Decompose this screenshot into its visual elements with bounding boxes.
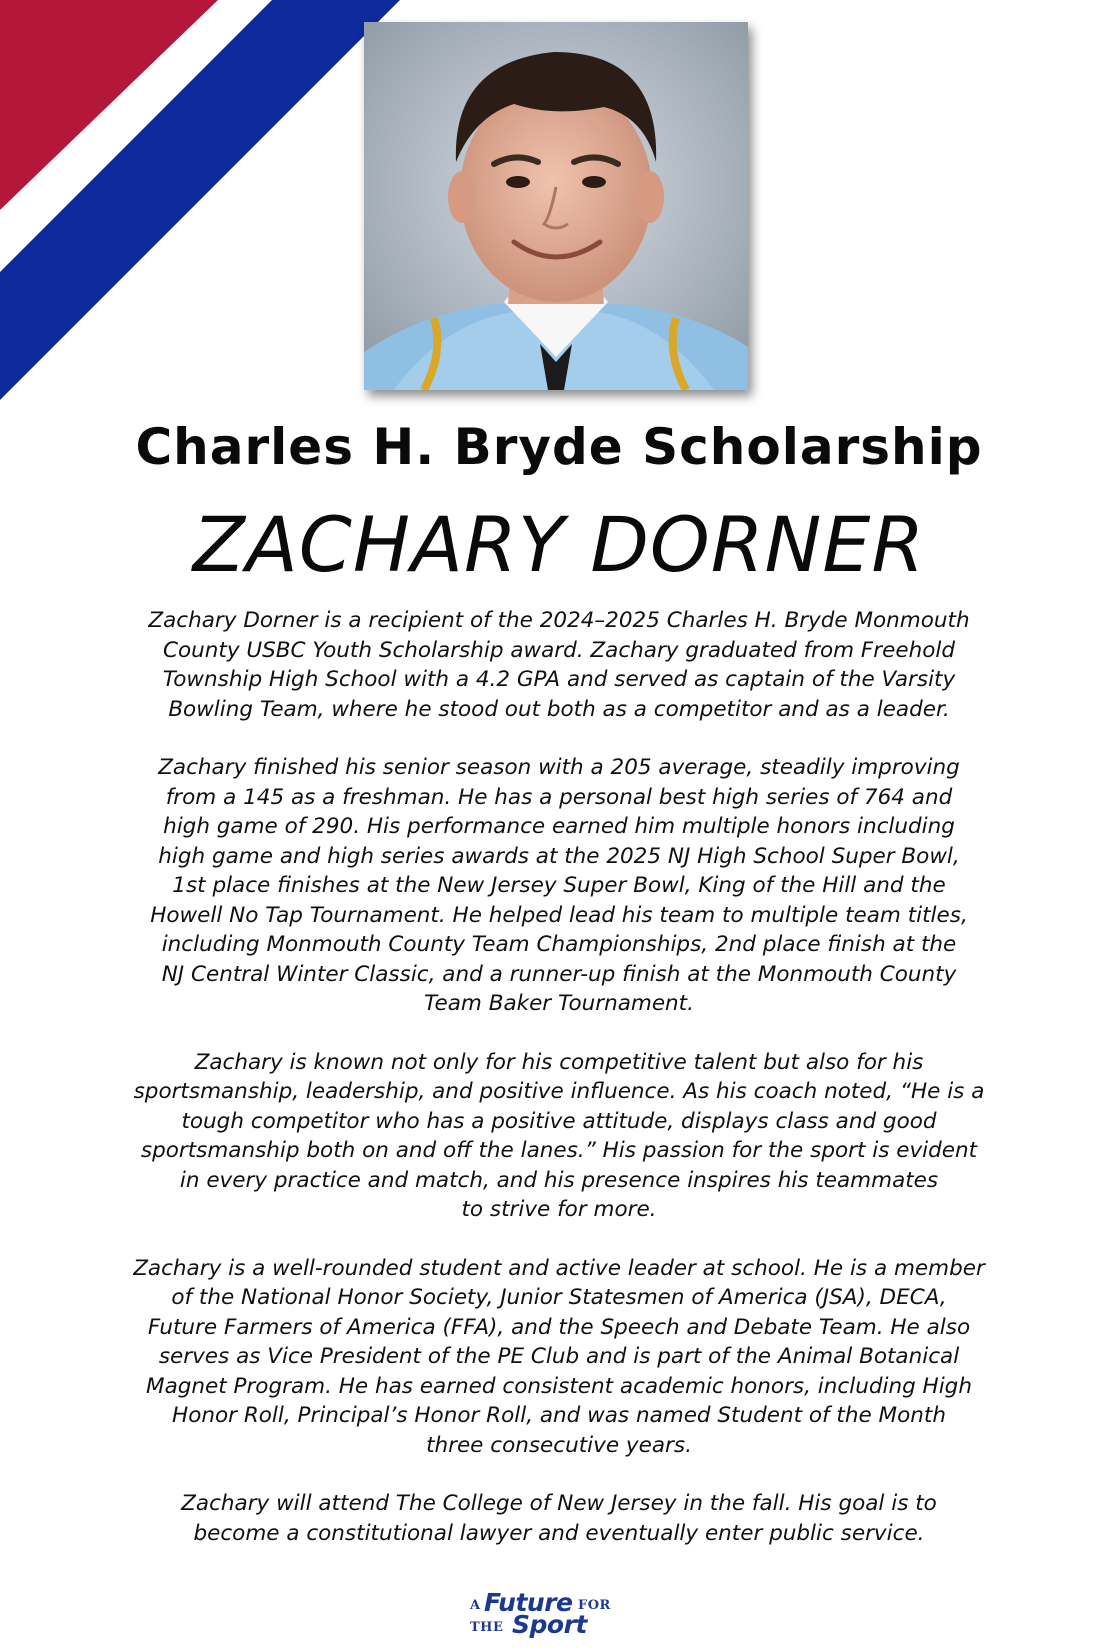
logo-future: Future (484, 1588, 573, 1617)
logo-sport: Sport (512, 1610, 587, 1639)
future-for-the-sport-logo (470, 1588, 650, 1640)
logo-for: FOR (578, 1598, 611, 1613)
bio-paragraph-2: Zachary finished his senior season with a 205 average, steadily improving from a 145 as a freshman. He has a personal best high series of 764 and high game of 290. His performance earned him multiple honors including high game and high series awards at the 2025 NJ High School Super Bowl, 1st place finishes at the New Jersey Super Bowl, King of the Hill and the Howell No Tap Tournament. He helped lead his team to multiple team titles, including Monmouth County Team Championships, 2nd place finish at the NJ Central Winter Classic, and a runner-up finish at the Monmouth County Team Baker Tournament. (150, 755, 968, 1016)
portrait-illustration (364, 22, 748, 390)
scholarship-title: Charles H. Bryde Scholarship (135, 418, 983, 476)
bio-paragraph-1: Zachary Dorner is a recipient of the 2024–2025 Charles H. Bryde Monmouth County USBC Youth Scholarship award. Zachary graduated from Freehold Township High School with a 4.2 GPA and served as captain of the Varsity Bowling Team, where he stood out both as a competitor and as a leader. (148, 608, 970, 722)
recipient-name: ZACHARY DORNER (192, 500, 926, 589)
biography (30, 606, 1088, 1577)
portrait-photo (364, 22, 748, 390)
bio-paragraph-4: Zachary is a well-rounded student and active leader at school. He is a member of the National Honor Society, Junior Statesmen of America (JSA), DECA, Future Farmers of America (FFA), and the Speech and Debate Team. He also serves as Vice President of the PE Club and is part of the Animal Botanical Magnet Program. He has earned consistent academic honors, including High Honor Roll, Principal’s Honor Roll, and was named Student of the Month three consecutive years. (133, 1255, 985, 1458)
corner-stripes (0, 0, 420, 420)
logo-the: THE (470, 1620, 504, 1635)
bio-paragraph-5: Zachary will attend The College of New Jersey in the fall. His goal is to become a constitutional lawyer and eventually enter public service. (181, 1491, 937, 1546)
logo-a: A (470, 1598, 481, 1613)
bio-paragraph-3: Zachary is known not only for his competitive talent but also for his sportsmanship, leadership, and positive influence. As his coach noted, “He is a tough competitor who has a positive attitude, displays class and good sportsmanship both on and off the lanes.” His passion for the sport is evident in every practice and match, and his presence inspires his teammates to strive for more. (133, 1049, 985, 1222)
